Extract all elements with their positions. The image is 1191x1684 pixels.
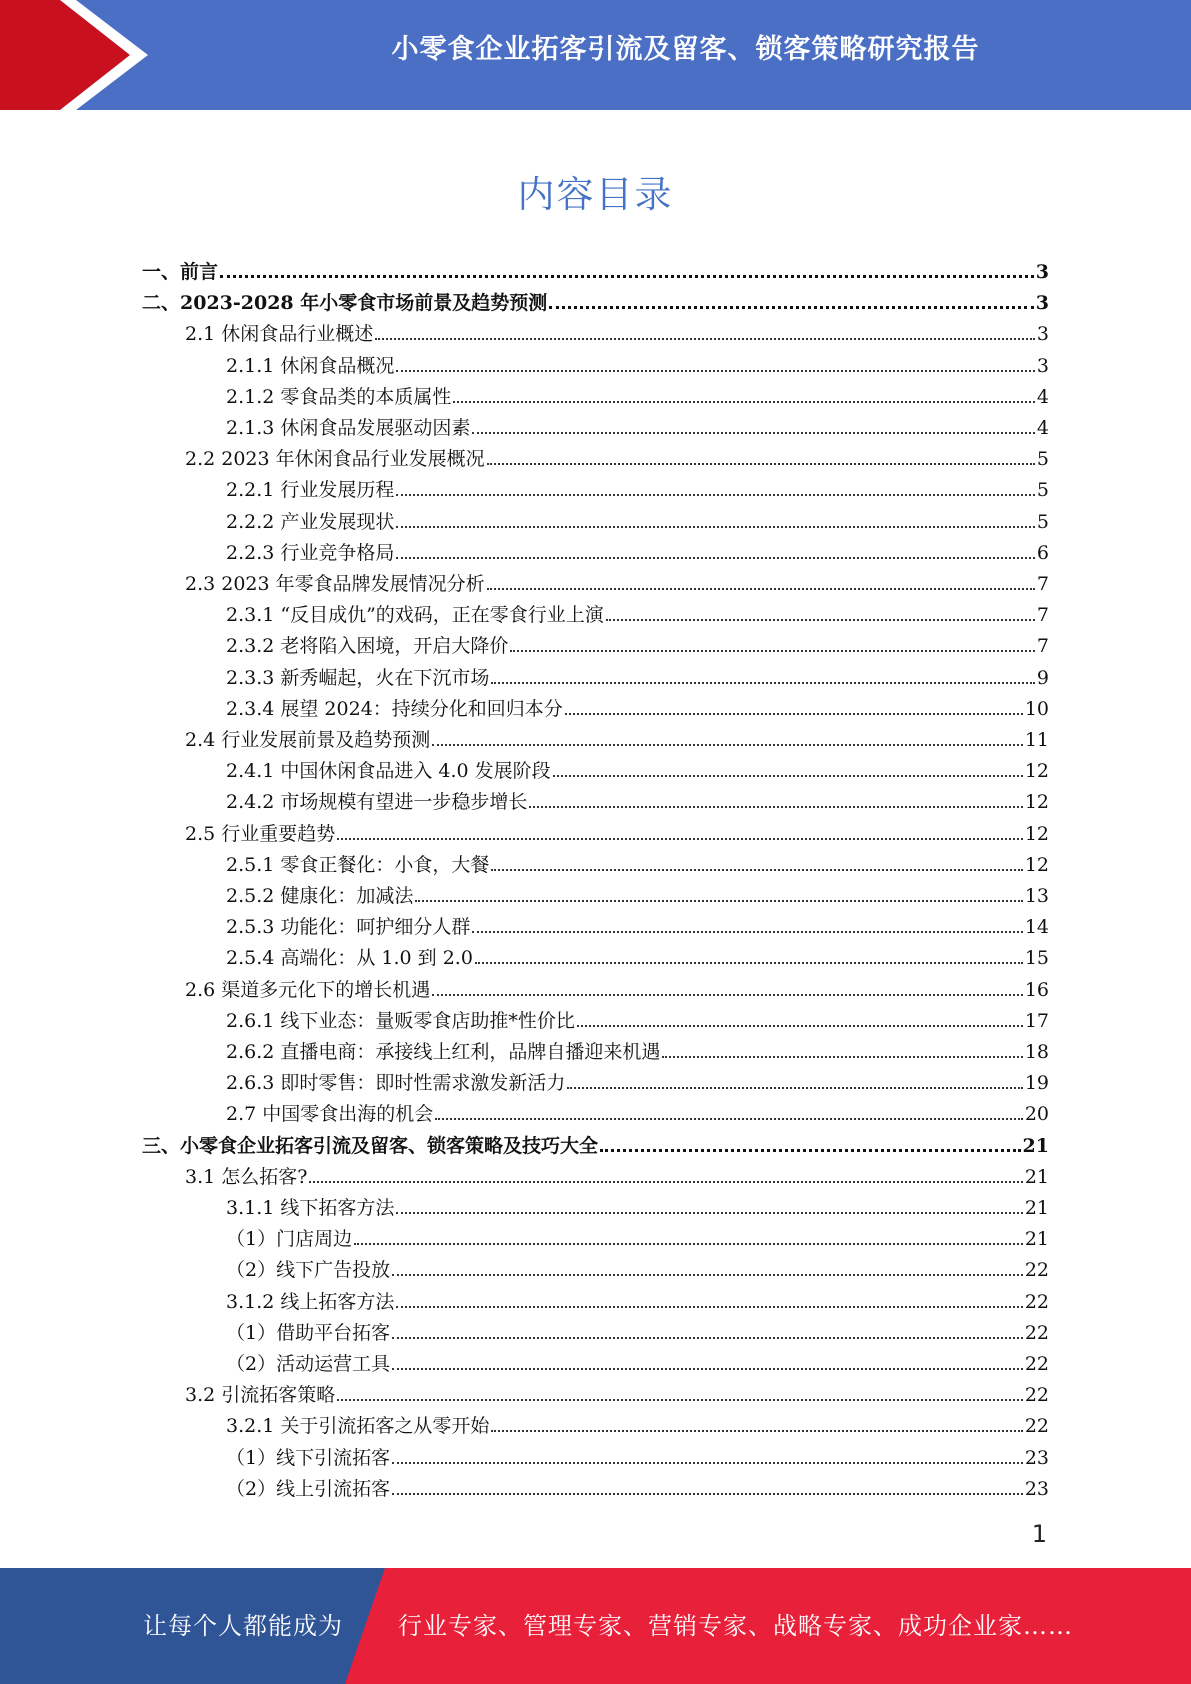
toc-dot-leader [392,1462,1023,1464]
toc-dot-leader [491,682,1035,684]
toc-entry-page: 3 [1035,261,1049,283]
toc-entry-title: 2.1 休闲食品行业概述 [185,323,374,346]
toc-entry-title: 2.4.2 市场规模有望进一步稳步增长 [226,791,528,814]
toc-entry-title: 2.5.1 零食正餐化：小食，大餐 [226,853,490,876]
toc-entry[interactable] [226,940,1049,970]
toc-dot-leader [354,1243,1023,1245]
toc-entry-title: 3.2.1 关于引流拓客之从零开始 [226,1415,490,1438]
toc-dot-leader [392,1274,1023,1276]
toc-entry[interactable] [226,1003,1049,1033]
toc-entry-page: 5 [1036,448,1049,471]
toc-dot-leader [553,775,1023,777]
toc-entry[interactable] [226,660,1049,690]
toc-entry[interactable] [226,1221,1049,1251]
toc-entry-title: 2.5.4 高端化：从 1.0 到 2.0 [226,947,473,970]
toc-entry-page: 22 [1024,1321,1049,1344]
toc-dot-leader [487,463,1035,465]
toc-entry-title: 2.2.2 产业发展现状 [226,510,395,533]
toc-entry-page: 17 [1024,1009,1049,1032]
toc-entry-page: 4 [1036,417,1049,439]
toc-entry-title: 3.1 怎么拓客? [185,1165,308,1188]
toc-entry-page: 10 [1024,697,1049,720]
toc-entry-page: 12 [1024,822,1049,845]
toc-entry[interactable] [226,597,1049,627]
page-title: 内容目录 [517,173,674,216]
toc-entry-page: 21 [1022,1134,1049,1157]
toc-entry[interactable] [226,691,1049,721]
toc-dot-leader [432,994,1023,996]
toc-entry-title: （2）线上引流拓客 [226,1477,391,1500]
toc-entry-title: 2.6.1 线下业态：量贩零食店助推*性价比 [226,1009,575,1032]
toc-dot-leader [453,401,1035,403]
toc-entry-page: 7 [1036,604,1049,627]
toc-entry[interactable] [185,1377,1049,1407]
toc-dot-leader [396,557,1035,559]
toc-entry[interactable] [226,1096,1049,1126]
toc-entry-title: （2）活动运营工具 [226,1353,391,1375]
toc-entry-page: 12 [1024,791,1049,814]
toc-dot-leader [392,1368,1023,1370]
toc-entry-title: 2.3.4 展望 2024：持续分化和回归本分 [226,697,563,720]
toc-dot-leader [491,869,1022,871]
toc-dot-leader [510,650,1035,652]
toc-entry-title: 2.2 2023 年休闲食品行业发展概况 [185,448,485,471]
toc-entry[interactable] [226,410,1049,440]
toc-dot-leader [396,370,1035,372]
toc-entry-title: 2.6 渠道多元化下的增长机遇 [185,978,431,1001]
toc-entry[interactable] [226,1471,1049,1501]
toc-dot-leader [337,838,1023,840]
toc-entry-page: 4 [1036,385,1049,408]
toc-entry-page: 21 [1024,1197,1049,1219]
page-number: 1 [1031,1520,1047,1548]
toc-entry-page: 12 [1024,760,1049,783]
toc-entry[interactable] [226,1252,1049,1282]
toc-entry-title: （1）借助平台拓客 [226,1321,391,1344]
toc-entry-title: 3.1.1 线下拓客方法 [226,1197,395,1219]
toc-entry[interactable] [226,1440,1049,1470]
toc-entry-page: 21 [1024,1228,1049,1251]
toc-entry-page: 23 [1024,1446,1049,1469]
toc-dot-leader [600,1149,1021,1152]
toc-dot-leader [577,1025,1023,1027]
footer-banner [0,1568,1191,1684]
toc-entry-page: 22 [1024,1259,1049,1282]
toc-entry-page: 9 [1036,666,1049,689]
toc-dot-leader [337,1399,1023,1401]
toc-dot-leader [472,432,1035,434]
toc-dot-leader [472,931,1022,933]
toc-entry[interactable] [185,441,1049,471]
toc-entry-page: 3 [1036,354,1049,377]
toc-entry-title: 2.5.2 健康化：加减法 [226,885,414,907]
toc-entry-title: 三、小零食企业拓客引流及留客、锁客策略及技巧大全 [142,1134,599,1157]
toc-entry-title: 2.2.1 行业发展历程 [226,479,395,502]
toc-dot-leader [606,619,1035,621]
toc-entry-page: 23 [1024,1477,1049,1500]
toc-entry[interactable] [226,472,1049,502]
toc-entry[interactable] [185,722,1049,752]
toc-entry-title: 3.1.2 线上拓客方法 [226,1290,395,1313]
toc-entry-title: 3.2 引流拓客策略 [185,1384,336,1407]
header-banner [0,0,1191,110]
toc-entry[interactable] [185,566,1049,596]
toc-entry-page: 20 [1024,1103,1049,1126]
toc-entry-title: （2）线下广告投放 [226,1259,391,1282]
toc-entry-title: （1）门店周边 [226,1228,353,1251]
header-arrow-red [0,0,130,110]
toc-entry[interactable] [226,535,1049,565]
toc-dot-leader [432,744,1023,746]
toc-entry-title: 二、2023-2028 年小零食市场前景及趋势预测 [142,292,548,315]
toc-entry-page: 7 [1036,635,1049,658]
toc-entry-title: 2.3 2023 年零食品牌发展情况分析 [185,573,485,595]
toc-entry-title: 2.4.1 中国休闲食品进入 4.0 发展阶段 [226,760,551,783]
toc-entry[interactable] [185,316,1049,346]
toc-entry-page: 12 [1024,853,1049,876]
toc-dot-leader [487,588,1035,590]
toc-entry[interactable] [226,1315,1049,1345]
toc-entry-title: 2.2.3 行业竞争格局 [226,541,395,564]
toc-entry-title: 2.3.1 “反目成仇”的戏码，正在零食行业上演 [226,604,604,627]
toc-entry[interactable] [226,1190,1049,1220]
toc-entry[interactable] [226,847,1049,877]
toc-entry-title: 2.5 行业重要趋势 [185,822,336,845]
toc-entry[interactable] [142,1128,1049,1158]
toc-dot-leader [435,1118,1023,1120]
toc-entry-title: 2.4 行业发展前景及趋势预测 [185,729,431,751]
toc-entry-page: 13 [1024,885,1049,907]
toc-entry-page: 15 [1024,947,1049,970]
toc-entry[interactable] [226,1408,1049,1438]
toc-entry-page: 22 [1024,1290,1049,1313]
toc-entry-title: （1）线下引流拓客 [226,1446,391,1469]
toc-dot-leader [662,1056,1022,1058]
toc-entry[interactable] [226,909,1049,939]
toc-entry-title: 2.1.3 休闲食品发展驱动因素 [226,417,471,439]
toc-dot-leader [529,806,1022,808]
toc-entry[interactable] [185,1159,1049,1189]
toc-entry[interactable] [226,878,1049,908]
toc-entry-page: 21 [1024,1165,1049,1188]
toc-entry[interactable] [226,1065,1049,1095]
toc-entry-page: 11 [1024,729,1049,751]
toc-entry-page: 3 [1036,323,1049,346]
footer-slogan-left: 让每个人都能成为 [143,1612,343,1640]
toc-dot-leader [567,1087,1022,1089]
toc-dot-leader [220,275,1034,278]
toc-dot-leader [392,1337,1023,1339]
toc-entry[interactable] [226,753,1049,783]
toc-entry-title: 2.3.2 老将陷入困境，开启大降价 [226,635,509,658]
toc-entry[interactable] [226,1034,1049,1064]
toc-entry-page: 5 [1036,510,1049,533]
toc-entry-page: 22 [1024,1415,1049,1438]
toc-entry[interactable] [185,972,1049,1002]
toc-entry[interactable] [226,1346,1049,1376]
toc-dot-leader [475,962,1023,964]
toc-entry-title: 一、前言 [142,261,219,283]
header-title: 小零食企业拓客引流及留客、锁客策略研究报告 [391,34,980,65]
toc-dot-leader [396,1306,1022,1308]
toc-dot-leader [565,713,1023,715]
toc-entry-title: 2.1.2 零食品类的本质属性 [226,385,452,408]
toc-entry-page: 7 [1036,573,1049,595]
toc-entry[interactable] [226,784,1049,814]
toc-entry-page: 16 [1024,978,1049,1001]
toc-entry-title: 2.6.3 即时零售：即时性需求激发新活力 [226,1072,566,1095]
toc-entry[interactable] [226,348,1049,378]
toc-dot-leader [491,1430,1022,1432]
toc-entry[interactable] [142,285,1049,315]
toc-entry[interactable] [226,504,1049,534]
toc-dot-leader [415,900,1022,902]
toc-entry-title: 2.5.3 功能化：呵护细分人群 [226,916,471,939]
toc-entry-page: 3 [1035,292,1049,315]
toc-dot-leader [392,1493,1023,1495]
toc-entry-title: 2.6.2 直播电商：承接线上红利，品牌自播迎来机遇 [226,1041,661,1063]
toc-dot-leader [396,526,1035,528]
toc-dot-leader [396,494,1035,496]
toc-dot-leader [549,306,1034,309]
toc-entry-title: 2.7 中国零食出海的机会 [226,1103,434,1126]
toc-entry-title: 2.3.3 新秀崛起，火在下沉市场 [226,666,490,689]
toc-entry-page: 22 [1024,1353,1049,1375]
toc-entry[interactable] [142,254,1049,284]
toc-entry-page: 19 [1024,1072,1049,1095]
toc-entry-page: 6 [1036,541,1049,564]
toc-entry-page: 22 [1024,1384,1049,1407]
toc-dot-leader [375,338,1035,340]
footer-slogan-right: 行业专家、管理专家、营销专家、战略专家、成功企业家…… [398,1612,1073,1640]
toc-entry[interactable] [185,816,1049,846]
toc-entry-title: 2.1.1 休闲食品概况 [226,354,395,377]
toc-dot-leader [309,1181,1022,1183]
toc-dot-leader [396,1212,1022,1214]
toc-entry[interactable] [226,379,1049,409]
toc-entry[interactable] [226,1284,1049,1314]
toc-entry-page: 14 [1024,916,1049,939]
toc-entry[interactable] [226,628,1049,658]
toc-entry-page: 5 [1036,479,1049,502]
toc-entry-page: 18 [1024,1041,1049,1063]
